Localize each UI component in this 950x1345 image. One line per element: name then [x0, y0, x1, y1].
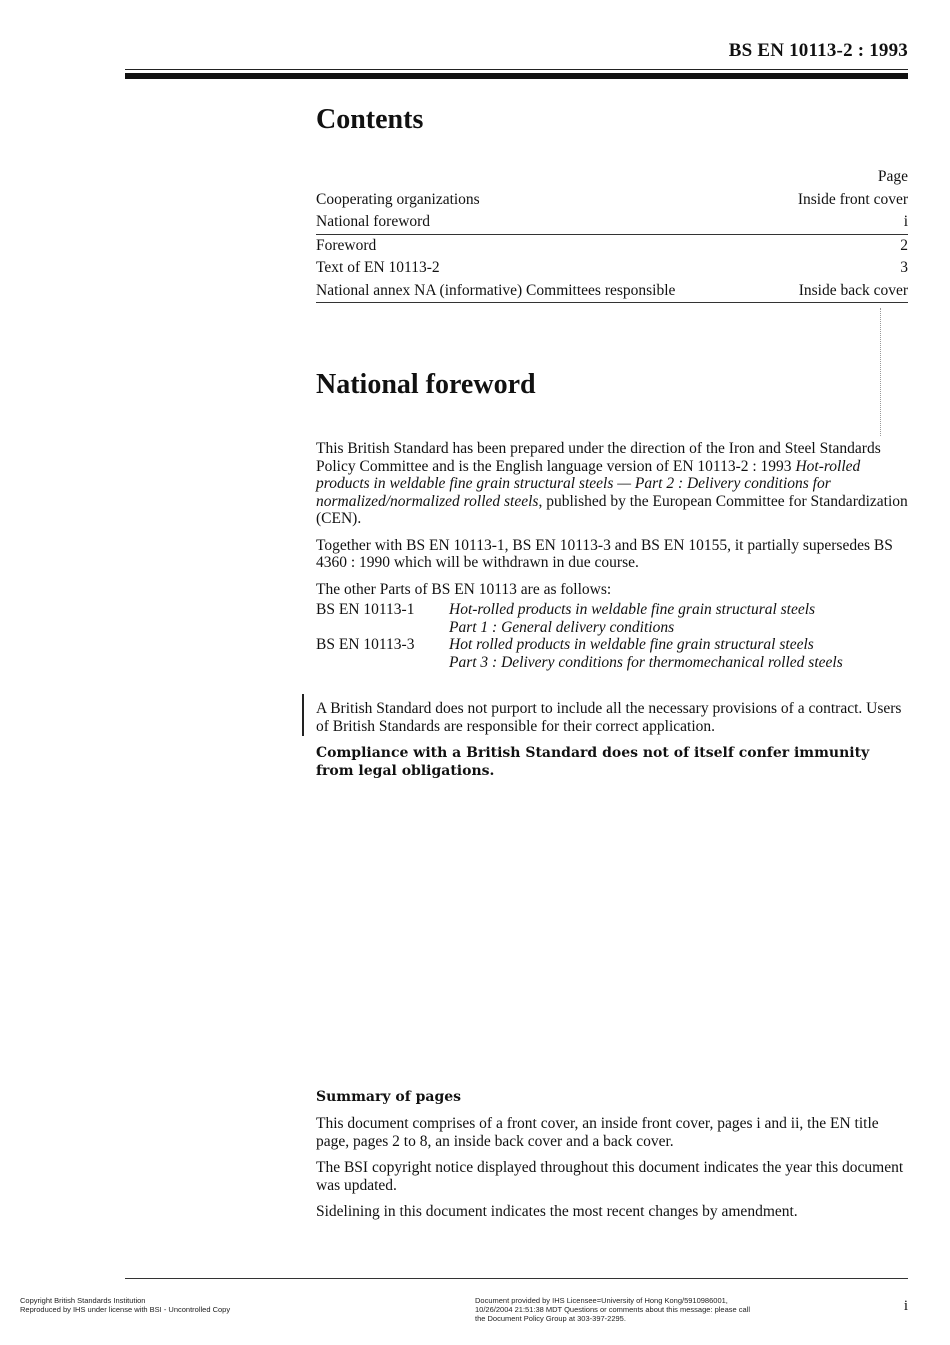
part-number: BS EN 10113-1	[316, 601, 415, 618]
summary-paragraph: The BSI copyright notice displayed throughout this document indicates the year this document was updated.	[316, 1159, 904, 1194]
contents-row-page: Inside front cover	[797, 190, 908, 208]
contents-row-page: i	[903, 213, 908, 230]
page-number: i	[903, 1298, 908, 1314]
contents-row[interactable]	[316, 189, 908, 212]
standard-number: BS EN 10113-2 : 1993	[728, 40, 908, 61]
dotted-margin-line	[880, 308, 881, 436]
footer-provider-notice	[475, 1296, 795, 1323]
footer-copyright-line: Reproduced by IHS under license with BSI - Uncontrolled Copy	[20, 1305, 231, 1314]
contents-table	[316, 166, 908, 303]
contents-row-title: Text of EN 10113-2	[316, 259, 440, 276]
compliance-text: Compliance with a British Standard does not of itself confer immunity from legal obligations.	[316, 745, 870, 779]
contents-row[interactable]	[316, 257, 908, 280]
summary-paragraph: Sidelining in this document indicates the most recent changes by amendment.	[316, 1203, 798, 1220]
contents-row[interactable]	[316, 235, 908, 258]
contents-row-title: Foreword	[316, 236, 377, 254]
contents-heading: Contents	[316, 104, 424, 135]
foreword-paragraph	[316, 440, 908, 528]
contents-row-page: 3	[900, 259, 908, 276]
foreword-p1-title: Hot-rolled products in weldable fine grain structural steels — Part 2 : Delivery conditions for normalized/normalized rolled steels	[316, 457, 861, 510]
header-rule-thin	[125, 69, 908, 70]
contents-row-page: 2	[900, 236, 908, 254]
contents-row[interactable]	[316, 211, 908, 235]
page-column-label: Page	[877, 168, 908, 185]
foreword-p1-tail: , published by the European Committee for Standardization (CEN).	[316, 492, 908, 527]
footer-rule	[125, 1278, 908, 1279]
footer-copyright-line: Copyright British Standards Institution	[20, 1296, 146, 1305]
foreword-paragraph: The other Parts of BS EN 10113 are as follows:	[316, 580, 612, 598]
other-parts-list	[316, 601, 908, 671]
disclaimer-text: A British Standard does not purport to include all the necessary provisions of a contract. Users of British Standards are responsible for their correct application.	[316, 700, 902, 735]
header-rule-thick	[125, 73, 908, 79]
summary-heading: Summary of pages	[316, 1089, 462, 1105]
footer-copyright	[20, 1296, 230, 1314]
contents-row-title: National annex NA (informative) Committees responsible	[316, 281, 676, 299]
part-subtitle: Part 1 : General delivery conditions	[449, 618, 675, 636]
summary-block	[316, 1088, 908, 1230]
amendment-sideline	[302, 694, 304, 736]
part-title: Hot-rolled products in weldable fine grain structural steels	[449, 601, 816, 618]
part-number: BS EN 10113-3	[316, 636, 415, 653]
national-foreword-heading: National foreword	[316, 369, 536, 400]
contents-row[interactable]	[316, 280, 908, 304]
contents-row-title: Cooperating organizations	[316, 190, 480, 208]
footer-notice-line: 10/26/2004 21:51:38 MDT Questions or comments about this message: please call	[475, 1305, 751, 1314]
contents-page-header	[316, 166, 908, 189]
foreword-p1-lead: This British Standard has been prepared under the direction of the Iron and Steel Standards Policy Committee and is the English language version of EN 10113-2 : 1993	[316, 440, 881, 475]
part-title: Hot rolled products in weldable fine grain structural steels	[449, 636, 814, 653]
footer-notice-line: Document provided by IHS Licensee=University of Hong Kong/5910986001,	[475, 1296, 728, 1305]
footer-notice-line: the Document Policy Group at 303-397-2295.	[475, 1314, 626, 1323]
contents-row-page: Inside back cover	[798, 281, 908, 299]
summary-paragraph: This document comprises of a front cover, an inside front cover, pages i and ii, the EN title page, pages 2 to 8, an inside back cover and a back cover.	[316, 1115, 879, 1150]
contents-row-title: National foreword	[316, 213, 431, 230]
foreword-body	[316, 440, 908, 671]
foreword-paragraph: Together with BS EN 10113-1, BS EN 10113-3 and BS EN 10155, it partially supersedes BS 4360 : 1990 which will be withdrawn in due course.	[316, 536, 893, 571]
part-subtitle: Part 3 : Delivery conditions for thermomechanical rolled steels	[449, 653, 843, 671]
disclaimer-block	[316, 700, 908, 789]
